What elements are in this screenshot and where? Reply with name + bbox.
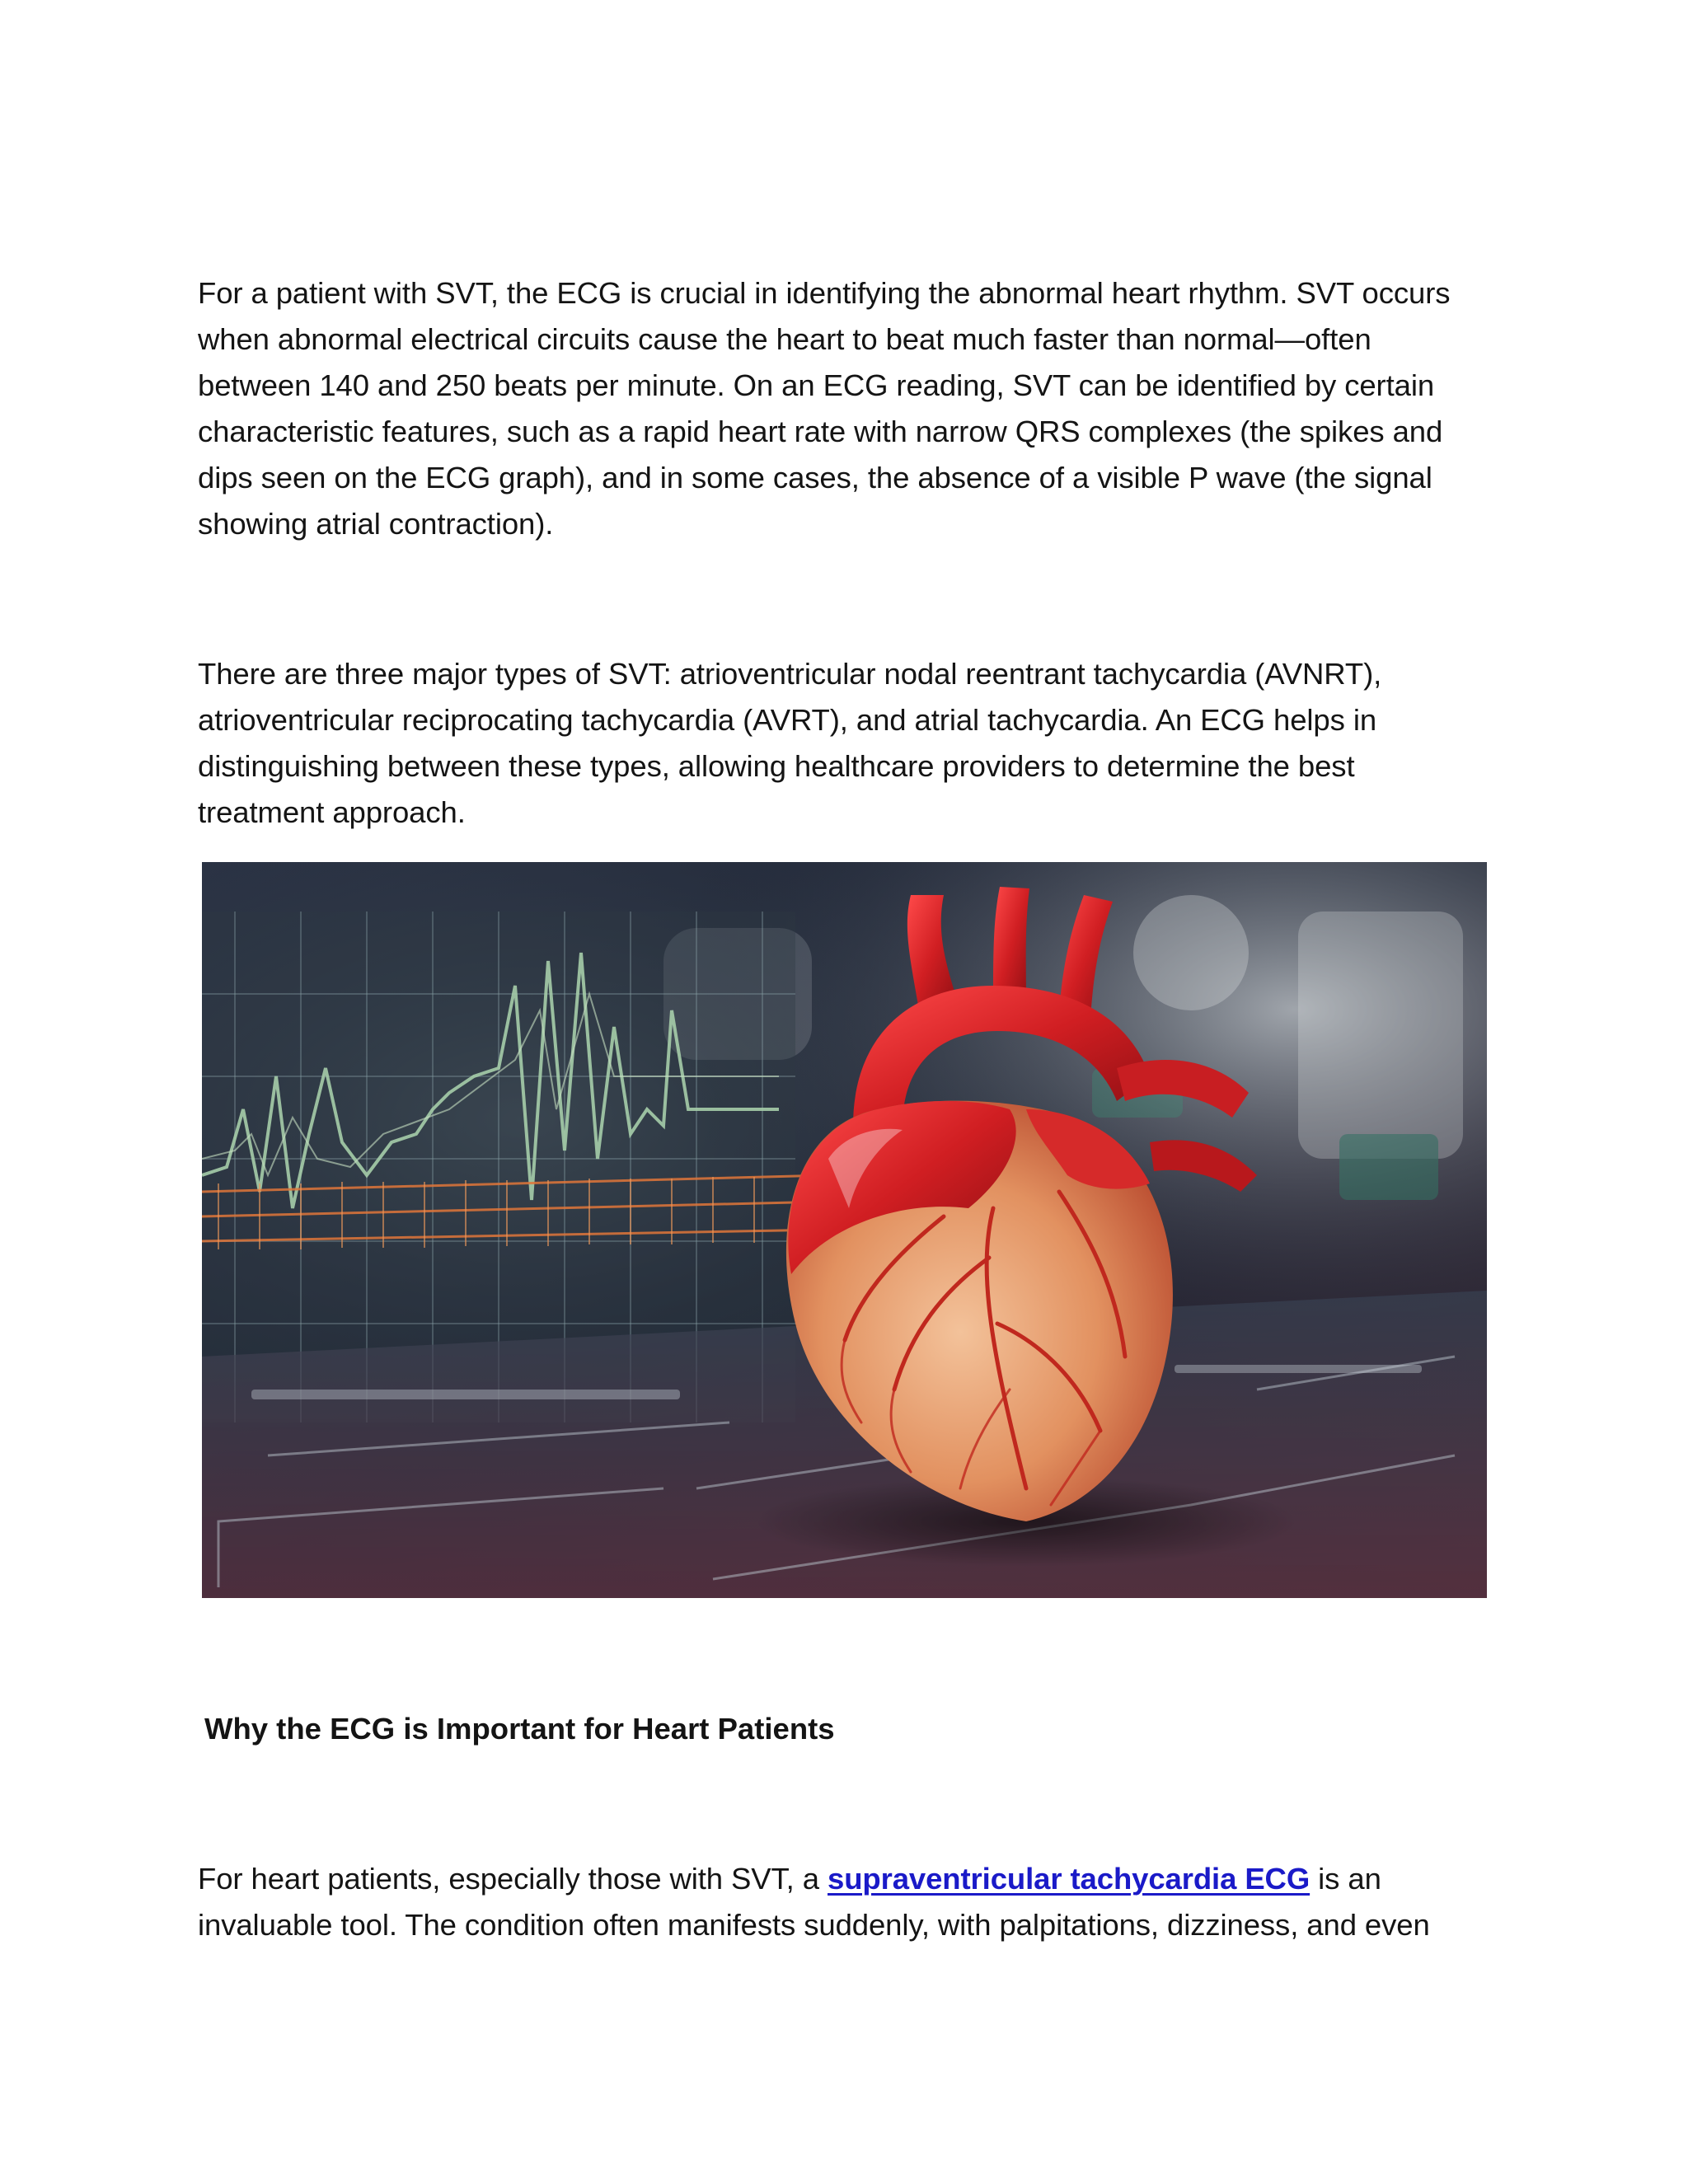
paragraph-svt-types: There are three major types of SVT: atrioventricular nodal reentrant tachycardia (AVNRT), atrioventricular reciprocating tachycardia (AVRT), and atrial tachycardia. An ECG helps in distinguishing between these types, allowing healthcare providers to determine the best treatment approach. bbox=[198, 657, 1382, 829]
paragraph-text-after-link: is an invaluable tool. The condition often manifests suddenly, with palpitations, dizziness, and even bbox=[198, 1862, 1430, 1942]
paragraph-text-before-link: For heart patients, especially those with SVT, a bbox=[198, 1862, 828, 1896]
svt-ecg-link[interactable]: supraventricular tachycardia ECG bbox=[828, 1862, 1311, 1896]
paragraph-svt-ecg-features: For a patient with SVT, the ECG is crucial in identifying the abnormal heart rhythm. SVT occurs when abnormal electrical circuits cause the heart to beat much faster than normal—often between 140 and 250 beats per minute. On an ECG reading, SVT can be identified by certain characteristic features, such as a rapid heart rate with narrow QRS complexes (the spikes and dips seen on the ECG graph), and in some cases, the absence of a visible P wave (the signal showing atrial contraction). bbox=[198, 276, 1451, 541]
section-heading: Why the ECG is Important for Heart Patients bbox=[204, 1712, 835, 1746]
heart-ecg-illustration bbox=[202, 862, 1487, 1598]
paragraph-ecg-importance bbox=[198, 1856, 1484, 1948]
